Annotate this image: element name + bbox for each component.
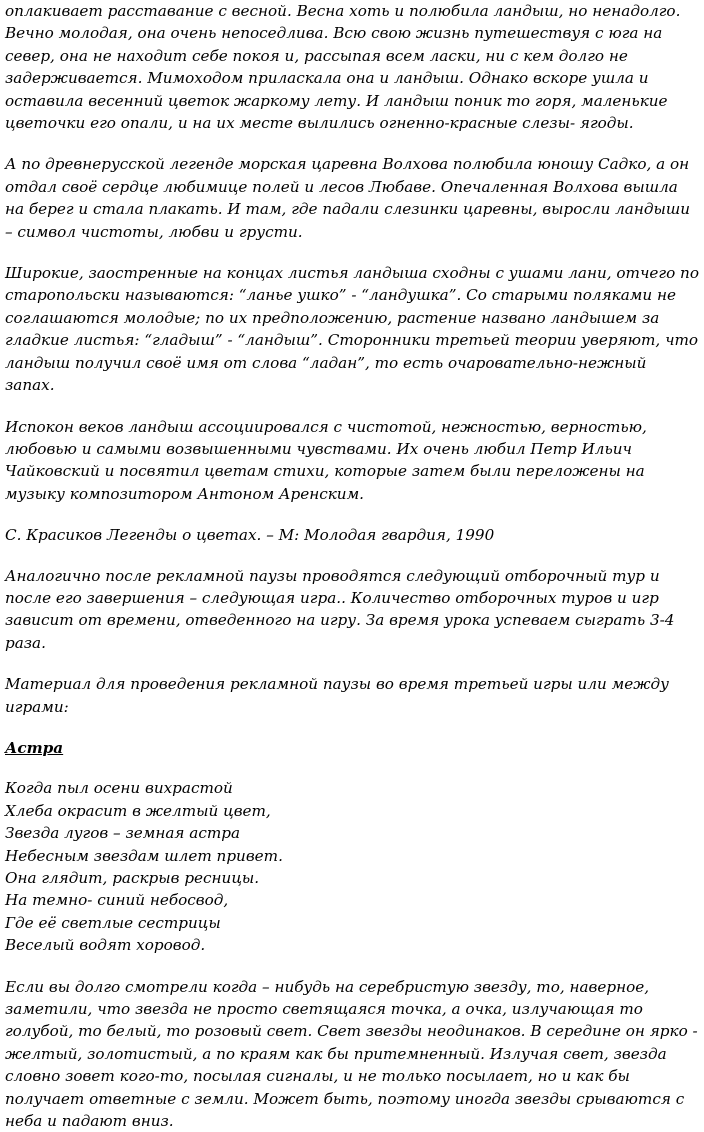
paragraph-gap: [5, 134, 699, 153]
paragraph-name-origin: Широкие, заостренные на концах листья ландыша сходны с ушами лани, отчего по старопольски называются: “ланье ушко” - “ландушка”. Со старыми поляками не соглашаются молодые; по их предположению, растение названо ландышем за гладкие листья: “гладыш” - “ландыш”. Сторонники третьей теории уверяют, что ландыш получил своё имя от слова “ладан”, то есть очаровательно-нежный запах.: [5, 264, 699, 395]
paragraph-ad-break-intro: Материал для проведения рекламной паузы во время третьей игры или между играми:: [5, 675, 669, 716]
poem-line: Когда пыл осени вихрастой: [5, 779, 233, 798]
poem-line: Она глядит, раскрыв ресницы.: [5, 869, 260, 887]
poem-line: Где её светлые сестрицы: [5, 913, 221, 932]
document-page: [5, 0, 699, 1132]
paragraph-gap: [5, 957, 699, 976]
section-heading-aster: Астра: [5, 738, 64, 757]
poem-line: Звезда лугов – земная астра: [5, 824, 241, 843]
paragraph-gap: [5, 547, 699, 565]
paragraph-gap: [5, 243, 699, 262]
paragraph-gap: [5, 397, 699, 416]
paragraph-gap: [5, 718, 699, 737]
paragraph-tchaikovsky: Испокон веков ландыш ассоциировался с чистотой, нежностью, верностью, любовью и самыми возвышенными чувствами. Их очень любил Петр Ильич Чайковский и посвятил цветам стихи, которые затем были переложены на музыку композитором Антоном Аренским.: [5, 417, 647, 503]
poem: [5, 777, 699, 956]
poem-line: Веселый водят хоровод.: [5, 936, 206, 955]
paragraph-lily-spring: оплакивает расставание с весной. Весна хоть и полюбила ландыш, но ненадолго. Вечно молодая, она очень непоседлива. Всю свою жизнь путешествуя с юга на север, она не находит себе покоя и, рассыпая всем ласки, ни с кем долго не задерживается. Мимоходом приласкала она и ландыш. Однако вскоре ушла и оставила весенний цветок жаркому лету. И ландыш поник то горя, маленькие цветочки его опали, и на их месте вылились огненно-красные слезы- ягоды.: [5, 2, 681, 133]
paragraph-star-light: Если вы долго смотрели когда – нибудь на серебристую звезду, то, наверное, заметили, что звезда не просто светящаяся точка, а очка, излучающая то голубой, то белый, то розовый свет. Свет звезды неодинаков. В середине он ярко - желтый, золотистый, а по краям как бы притемненный. Излучая свет, звезда словно зовет кого-то, посылая сигналы, и не только посылает, но и как бы получает ответные с земли. Может быть, поэтому иногда звезды срываются с неба и падают вниз.: [5, 977, 698, 1131]
poem-line: Небесным звездам шлет привет.: [5, 846, 283, 865]
poem-line: На темно- синий небосвод,: [5, 891, 229, 910]
citation: С. Красиков Легенды о цветах. – М: Молодая гвардия, 1990: [5, 526, 495, 545]
paragraph-volkhova-legend: А по древнерусской легенде морская царевна Волхова полюбила юношу Садко, а он отдал своё сердце любимице полей и лесов Любаве. Опечаленная Волхова вышла на берег и стала плакать. И там, где падали слезинки царевны, выросли ландыши – символ чистоты, любви и грусти.: [5, 155, 691, 241]
poem-line: Хлеба окрасит в желтый цвет,: [5, 801, 271, 820]
paragraph-gap: [5, 654, 699, 673]
paragraph-game-rules: Аналогично после рекламной паузы проводятся следующий отборочный тур и после его завершения – следующая игра.. Количество отборочных туров и игр зависит от времени, отведенного на игру. За время урока успеваем сыграть 3-4 раза.: [5, 566, 675, 652]
paragraph-gap: [5, 505, 699, 524]
paragraph-gap: [5, 759, 699, 777]
